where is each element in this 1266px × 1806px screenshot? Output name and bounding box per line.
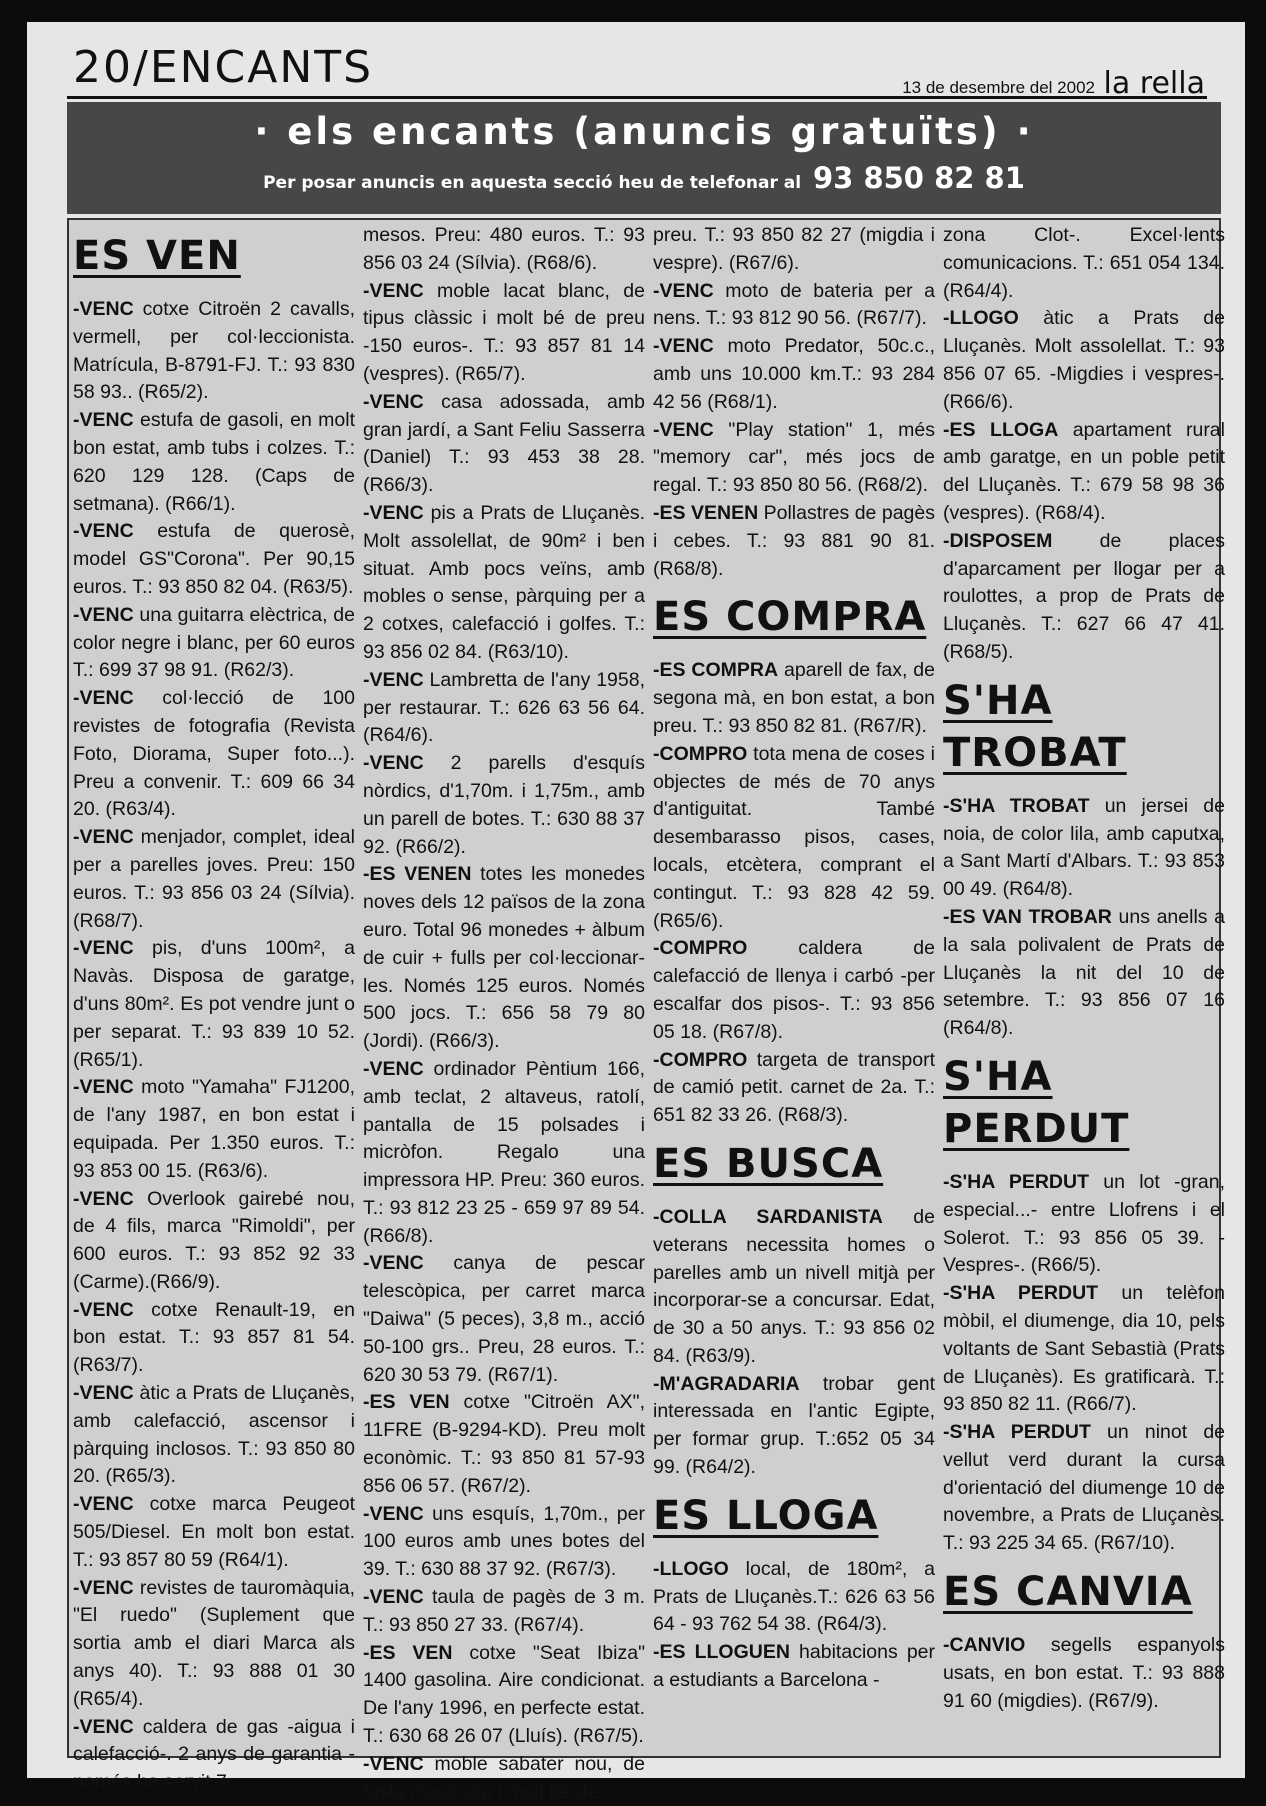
ad-keyword: -ES VEN (363, 1391, 450, 1414)
classified-ad (653, 417, 935, 500)
classified-ad (73, 296, 355, 407)
classified-ad (363, 278, 645, 389)
ad-keyword: -VENC (363, 668, 424, 691)
classified-ad (73, 1491, 355, 1574)
ad-text: menjador, complet, ideal per a parelles joves. Preu: 150 euros. T.: 93 856 03 24 (Sílvia). (R68/7). (73, 826, 355, 932)
ad-keyword: -VENC (653, 418, 714, 441)
category-heading-text: ES LLOGA (653, 1492, 879, 1539)
ad-keyword: -VENC (73, 409, 134, 432)
ad-keyword: -VENC (73, 1076, 134, 1099)
classified-ad (943, 222, 1225, 305)
category-heading (943, 1051, 1225, 1155)
classified-ad (363, 667, 645, 750)
classified-ad (653, 1371, 935, 1482)
ad-text: un telèfon mòbil, el diumenge, dia 10, pels voltants de Sant Sebastià (Prats de Lluçanès). Es gratificarà. T.: 93 850 82 11. (R66/7). (943, 1282, 1226, 1416)
ad-text: moto de bateria per a nens. T.: 93 812 90 56. (R67/7). (653, 279, 935, 330)
ad-text: taula de pagès de 3 m. T.: 93 850 27 33. (R67/4). (363, 1586, 645, 1636)
ad-text: cotxe "Citroën AX", 11FRE (B-9294-KD). Preu molt econòmic. T.: 93 850 81 57-93 856 06 57. (R67/2). (363, 1391, 645, 1497)
ad-text: revistes de tauromàquia, "El ruedo" (Suplement que sortia amb el diari Marca als anys 40). T.: 93 888 01 30 (R65/4). (73, 1576, 355, 1710)
ad-text: preu. T.: 93 850 82 27 (migdia i vespre). (R67/6). (653, 224, 935, 274)
ad-text: habitacions per a estudiants a Barcelona - (653, 1641, 935, 1692)
ad-keyword: -VENC (73, 826, 134, 849)
ad-text: 2 parells d'esquís nòrdics, d'1,70m. i 1,75m., amb un parell de botes. T.: 630 88 37 92. (R66/2). (363, 752, 645, 858)
ad-keyword: -M'AGRADARIA (653, 1372, 800, 1395)
classified-ad (943, 1632, 1225, 1715)
ad-keyword: -VENC (73, 1298, 134, 1321)
classified-ad (943, 1280, 1225, 1419)
classified-ad (653, 278, 935, 334)
category-heading-text: ES BUSCA (653, 1140, 884, 1187)
ad-text: totes les monedes noves dels 12 països de la zona euro. Total 96 monedes + àlbum de cuir + fulls per col·leccionar-les. Només 125 euros. Només 500 jocs. T.: 656 58 79 80 (Jordi). (R66/3). (363, 863, 645, 1053)
ad-text: moto Predator, 50c.c., amb uns 10.000 km.T.: 93 284 42 56 (R68/1). (653, 335, 935, 413)
classified-ad (653, 1047, 935, 1130)
column-4 (943, 222, 1225, 1752)
classified-ad (363, 389, 645, 500)
ad-text: un ninot de vellut verd durant la cursa d'orientació del diumenge 10 de novembre, a Prats de Lluçanès. T.: 93 225 34 65. (R67/10). (943, 1421, 1226, 1555)
classified-ad (363, 1389, 645, 1500)
ad-keyword: -COLLA SARDANISTA (653, 1205, 883, 1228)
classified-ad (73, 1074, 355, 1185)
classified-ad (363, 222, 645, 278)
ad-keyword: -S'HA PERDUT (943, 1170, 1090, 1193)
classified-ad (653, 1639, 935, 1695)
ad-keyword: -VENC (73, 520, 134, 543)
ad-text: moto "Yamaha" FJ1200, de l'any 1987, en bon estat i equipada. Per 1.350 euros. T.: 93 853 00 15. (R63/6). (73, 1076, 355, 1182)
ad-text: segells espanyols usats, en bon estat. T.: 93 888 91 60 (migdies). (R67/9). (943, 1634, 1225, 1712)
classified-ad (73, 935, 355, 1074)
banner-title: · els encants (anuncis gratuïts) · (254, 110, 1034, 153)
classifieds-content (67, 218, 1226, 1803)
ad-keyword: -VENC (73, 1493, 134, 1516)
classified-ad (363, 1640, 645, 1751)
column-3 (653, 222, 935, 1752)
ad-keyword: -VENC (363, 752, 424, 775)
ad-keyword: -VENC (73, 603, 134, 626)
category-heading (653, 1490, 935, 1542)
classified-ad (653, 500, 935, 583)
classified-ad (73, 602, 355, 685)
classified-ad (363, 750, 645, 861)
classified-ad (943, 793, 1225, 904)
classified-ad (363, 1056, 645, 1251)
ad-text: Overlook gairebé nou, de 4 fils, marca "Rimoldi", per 600 euros. T.: 93 852 92 33 (Carme).(R66/9). (73, 1187, 355, 1293)
classified-ad (73, 685, 355, 824)
ad-text: estufa de gasoli, en molt bon estat, amb tubs i colzes. T.: 620 129 128. (Caps de setmana). (R66/1). (73, 409, 355, 515)
column-1 (73, 222, 355, 1794)
ad-keyword: -VENC (363, 390, 424, 413)
ad-keyword: -COMPRO (653, 937, 748, 960)
classified-ad (653, 222, 935, 278)
ad-text: col·lecció de 100 revistes de fotografia (Revista Foto, Diorama, Super foto...). Preu a convenir. T.: 609 66 34 20. (R63/4). (73, 687, 355, 821)
ad-text: pis, d'uns 100m², a Navàs. Disposa de garatge, d'uns 80m². Es pot vendre junt o per separat. T.: 93 839 10 52. (R65/1). (73, 937, 355, 1071)
classified-ad (943, 904, 1225, 1043)
ad-text: de places d'aparcament per llogar per a roulottes, a prop de Prats de Lluçanès. T.: 627 66 47 41. (R68/5). (943, 529, 1225, 663)
ad-keyword: -LLOGO (653, 1557, 729, 1580)
ad-keyword: -VENC (363, 1252, 424, 1275)
ad-text: cotxe Renault-19, en bon estat. T.: 93 857 81 54. (R63/7). (73, 1298, 355, 1377)
banner-subtitle (67, 161, 1221, 195)
ad-text: moble sabater nou, de fusta massissa i molt bé de (363, 1752, 645, 1803)
classified-ad (73, 824, 355, 935)
ad-text: estufa de querosè, model GS"Corona". Per 90,15 euros. T.: 93 850 82 04. (R63/5). (73, 520, 355, 598)
category-heading-text: ES COMPRA (653, 594, 927, 641)
classified-ad (363, 1751, 645, 1806)
classified-ad (73, 1714, 355, 1797)
ad-text: de veterans necessita homes o parelles amb un nivell mitjà per incorporar-se a concursar. Edat, de 30 a 50 anys. T.: 93 856 02 84. (R63/9). (653, 1205, 935, 1367)
ad-keyword: -VENC (73, 937, 134, 960)
ad-text: Lambretta de l'any 1958, per restaurar. T.: 626 63 56 64. (R64/6). (363, 668, 645, 747)
banner-subtitle-text: Per posar anuncis en aquesta secció heu de telefonar al (263, 173, 802, 193)
classified-ad (653, 657, 935, 740)
ad-keyword: -VENC (363, 1057, 424, 1080)
ad-keyword: -S'HA PERDUT (943, 1421, 1091, 1444)
ad-keyword: -ES VENEN (363, 863, 472, 886)
classified-ad (943, 305, 1225, 416)
ad-text: àtic a Prats de Lluçanès. Molt assolellat. T.: 93 856 07 65. -Migdies i vespres-. (R66/6). (943, 307, 1225, 413)
ad-keyword: -VENC (73, 1715, 134, 1738)
classified-ad (73, 518, 355, 601)
ad-keyword: -VENC (73, 1382, 134, 1405)
classified-ad (363, 1584, 645, 1640)
publication-name: la rella (1103, 66, 1205, 101)
ad-keyword: -ES LLOGA (943, 418, 1059, 441)
classified-ad (943, 528, 1225, 667)
ad-keyword: -ES VAN TROBAR (943, 905, 1112, 928)
ad-keyword: -S'HA TROBAT (943, 794, 1090, 817)
ad-keyword: -VENC (363, 1502, 424, 1525)
classified-ad (363, 861, 645, 1056)
classified-ad (363, 1250, 645, 1389)
classified-ad (653, 935, 935, 1046)
category-heading-text: ES VEN (73, 233, 241, 279)
ad-keyword: -ES COMPRA (653, 659, 779, 682)
classified-ad (653, 333, 935, 416)
ad-keyword: -ES LLOGUEN (653, 1641, 790, 1664)
ad-text: àtic a Prats de Lluçanès, amb calefacció, ascensor i pàrquing inclosos. T.: 93 850 80 20. (R65/3). (73, 1382, 355, 1488)
ad-keyword: -ES VEN (363, 1641, 453, 1664)
ad-text: moble lacat blanc, de tipus clàssic i molt bé de preu -150 euros-. T.: 93 857 81 14 (vespres). (R65/7). (363, 279, 645, 385)
ad-text: ordinador Pèntium 166, amb teclat, 2 altaveus, ratolí, pantalla de 15 polsades i micròfon. Regalo una impressora HP. Preu: 360 euros. T.: 93 812 23 25 - 659 97 89 54. (R66/8). (363, 1057, 645, 1247)
classified-ad (73, 407, 355, 518)
ad-text: uns esquís, 1,70m., per 100 euros amb unes botes del 39. T.: 630 88 37 92. (R67/3). (363, 1502, 645, 1581)
ad-text: apartament rural amb garatge, en un poble petit del Lluçanès. T.: 679 58 98 36 (vespres). (R68/4). (943, 418, 1225, 524)
ad-text: "Play station" 1, més "memory car", més jocs de regal. T.: 93 850 80 56. (R68/2). (653, 418, 935, 497)
classifieds-banner (67, 102, 1221, 214)
category-heading (653, 591, 935, 643)
category-heading-text: S'HA TROBAT (943, 677, 1127, 776)
ad-text: caldera de calefacció de llenya i carbó -per escalfar dos pisos-. T.: 93 856 05 18. (R67/8). (653, 937, 935, 1043)
ad-keyword: -VENC (73, 298, 134, 320)
ad-text: targeta de transport de camió petit. carnet de 2a. T.: 651 82 33 26. (R68/3). (653, 1048, 935, 1127)
ad-keyword: -VENC (363, 1752, 424, 1775)
ad-keyword: -VENC (73, 1576, 134, 1599)
ad-text: casa adossada, amb gran jardí, a Sant Feliu Sasserra (Daniel) T.: 93 453 38 28. (R66/3). (363, 390, 645, 497)
ad-text: cotxe "Seat Ibiza" 1400 gasolina. Aire condicionat. De l'any 1996, en perfecte estat. T.: 630 68 26 07 (Lluís). (R67/5). (363, 1641, 645, 1748)
ad-text: caldera de gas -aigua i calefacció-. 2 anys de garantia -només ha servit 7 (73, 1715, 355, 1794)
ad-text: Pollastres de pagès i cebes. T.: 93 881 90 81. (R68/8). (653, 501, 935, 580)
category-heading-text: ES CANVIA (943, 1569, 1193, 1616)
ad-keyword: -COMPRO (653, 1048, 748, 1071)
ad-text: mesos. Preu: 480 euros. T.: 93 856 03 24 (Sílvia). (R68/6). (363, 224, 645, 274)
ad-keyword: -VENC (73, 1187, 134, 1210)
ad-text: local, de 180m², a Prats de Lluçanès.T.: 626 63 56 64 - 93 762 54 38. (R64/3). (653, 1557, 935, 1636)
classified-ad (73, 1297, 355, 1380)
ad-keyword: -VENC (363, 1586, 424, 1609)
ad-text: cotxe marca Peugeot 505/Diesel. En molt bon estat. T.: 93 857 80 59 (R64/1). (73, 1493, 355, 1571)
ad-text: cotxe Citroën 2 cavalls, vermell, per col·leccionista. Matrícula, B-8791-FJ. T.: 93 830 58 93.. (R65/2). (73, 298, 355, 404)
classified-ad (943, 417, 1225, 528)
ad-keyword: -VENC (73, 687, 134, 710)
ad-keyword: -DISPOSEM (943, 529, 1053, 552)
ad-text: un jersei de noia, de color lila, amb caputxa, a Sant Martí d'Albars. T.: 93 853 00 49. (R64/8). (943, 794, 1225, 901)
classified-ad (73, 1380, 355, 1491)
page-header (67, 40, 1207, 99)
ad-text: zona Clot-. Excel·lents comunicacions. T.: 651 054 134. (R64/4). (943, 224, 1225, 302)
ad-text: tota mena de coses i objectes de més de 70 anys d'antiguitat. També desembarasso pisos, cases, locals, etcètera, comprant el contingut. T.: 93 828 42 59. (R65/6). (653, 742, 935, 932)
classified-ad (73, 1575, 355, 1714)
category-heading-text: S'HA PERDUT (943, 1053, 1130, 1152)
newspaper-page (27, 22, 1245, 1803)
ad-text: una guitarra elèctrica, de color negre i blanc, per 60 euros T.: 699 37 98 91. (R62/3). (73, 603, 355, 682)
issue-date: 13 de desembre del 2002 (902, 78, 1095, 97)
ad-keyword: -VENC (653, 335, 714, 358)
category-heading (943, 675, 1225, 779)
ad-keyword: -CANVIO (943, 1634, 1026, 1657)
ad-keyword: -VENC (363, 279, 424, 302)
ad-keyword: -S'HA PERDUT (943, 1282, 1099, 1305)
banner-phone: 93 850 82 81 (813, 161, 1025, 195)
classified-ad (653, 1556, 935, 1639)
classified-ad (943, 1169, 1225, 1280)
ad-text: canya de pescar telescòpica, per carret marca "Daiwa" (5 peces), 3,8 m., acció 50-100 grs.. Preu, 28 euros. T.: 620 30 53 79. (R67/1). (363, 1252, 645, 1386)
ad-keyword: -VENC (653, 279, 714, 302)
category-heading (943, 1566, 1225, 1618)
ad-text: trobar gent interessada en l'antic Egipte, per formar grup. T.:652 05 34 99. (R64/2). (653, 1372, 935, 1479)
category-heading (73, 230, 355, 282)
ad-keyword: -ES VENEN (653, 501, 759, 524)
classified-ad (943, 1419, 1225, 1558)
ad-text: un lot -gran, especial...- entre Llofrens i el Solerot. T.: 93 856 05 39. -Vespres-. (R66/5). (943, 1170, 1226, 1277)
ad-keyword: -COMPRO (653, 742, 748, 765)
classified-ad (653, 741, 935, 936)
ad-text: pis a Prats de Lluçanès. Molt assolellat, de 90m² i ben situat. Amb pocs veïns, amb mobles o sense, pàrquing per a 2 cotxes, calefacció i golfes. T.: 93 856 02 84. (R63/10). (363, 501, 645, 663)
section-title: 20/ENCANTS (73, 42, 374, 93)
classified-ad (73, 1186, 355, 1297)
column-2 (363, 222, 645, 1803)
ad-text: aparell de fax, de segona mà, en bon estat, a bon preu. T.: 93 850 82 81. (R67/R). (653, 659, 935, 737)
ad-keyword: -LLOGO (943, 307, 1019, 330)
ad-text: uns anells a la sala polivalent de Prats de Lluçanès la nit del 10 de setembre. T.: 93 856 07 16 (R64/8). (943, 905, 1225, 1040)
classified-ad (653, 1204, 935, 1371)
ad-keyword: -VENC (363, 501, 424, 524)
classified-ad (363, 500, 645, 667)
category-heading (653, 1138, 935, 1190)
classified-ad (363, 1501, 645, 1584)
